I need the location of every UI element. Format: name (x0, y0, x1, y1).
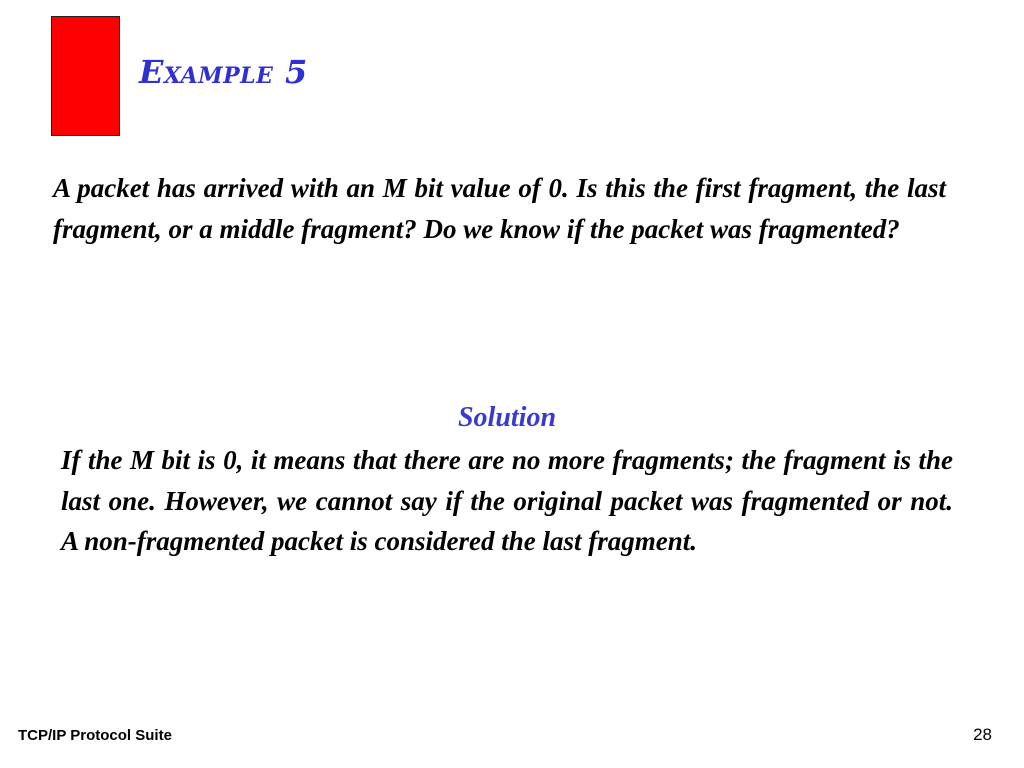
solution-heading: Solution (457, 402, 557, 433)
slide-number: 28 (973, 725, 992, 744)
example-question: A packet has arrived with an M bit value of 0. Is this the first fragment, the last fragment, or a middle fragment? Do we know if the packet was fragmented? (53, 173, 946, 244)
solution-text: If the M bit is 0, it means that there are no more fragments; the fragment is the last one. However, we cannot say if the original packet was fragmented or not. A non-fragmented packet is considered the last fragment. (61, 445, 953, 556)
red-accent-block (51, 16, 120, 136)
slide-title: Example 5 (139, 53, 308, 91)
footer-course-title: TCP/IP Protocol Suite (18, 727, 172, 744)
